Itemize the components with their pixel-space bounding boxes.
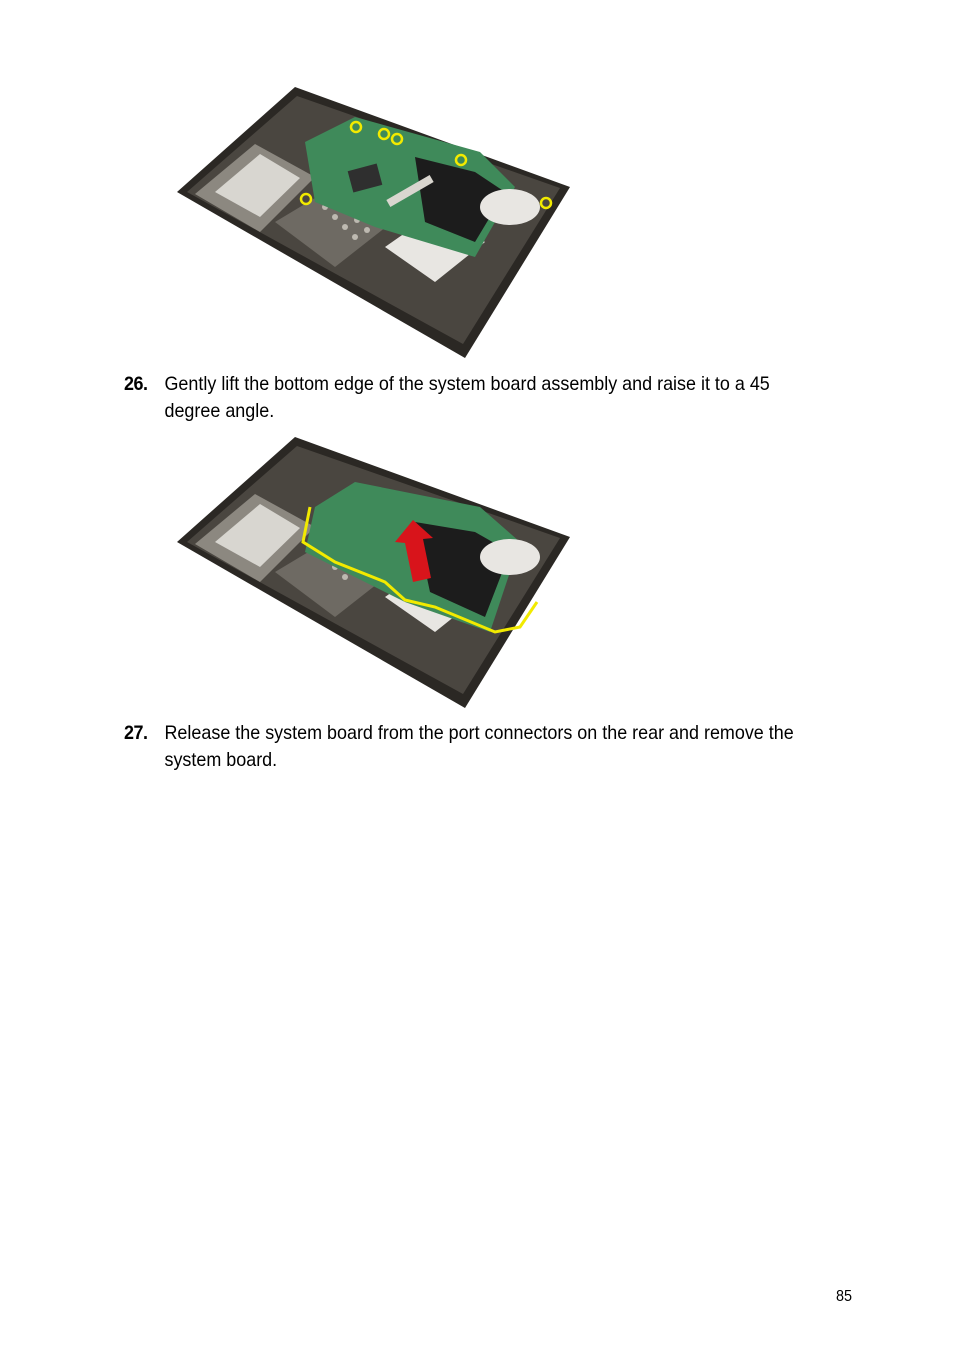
step-number: 27.	[124, 722, 148, 744]
system-board-screws-illustration	[175, 82, 570, 360]
step-text: Release the system board from the port connectors on the rear and remove the system board.	[164, 722, 794, 771]
system-board-lift-figure	[175, 432, 570, 710]
step-text: Gently lift the bottom edge of the system board assembly and raise it to a 45 degree angle.	[164, 373, 770, 422]
fan-opening	[480, 189, 540, 225]
page-number: 85	[836, 1288, 853, 1305]
instruction-step	[124, 720, 800, 774]
system-board-lift-illustration	[175, 432, 570, 710]
system-board-screws-figure	[175, 82, 570, 360]
step-number: 26.	[124, 373, 148, 395]
fan-opening	[480, 539, 540, 575]
instruction-step	[124, 371, 800, 425]
